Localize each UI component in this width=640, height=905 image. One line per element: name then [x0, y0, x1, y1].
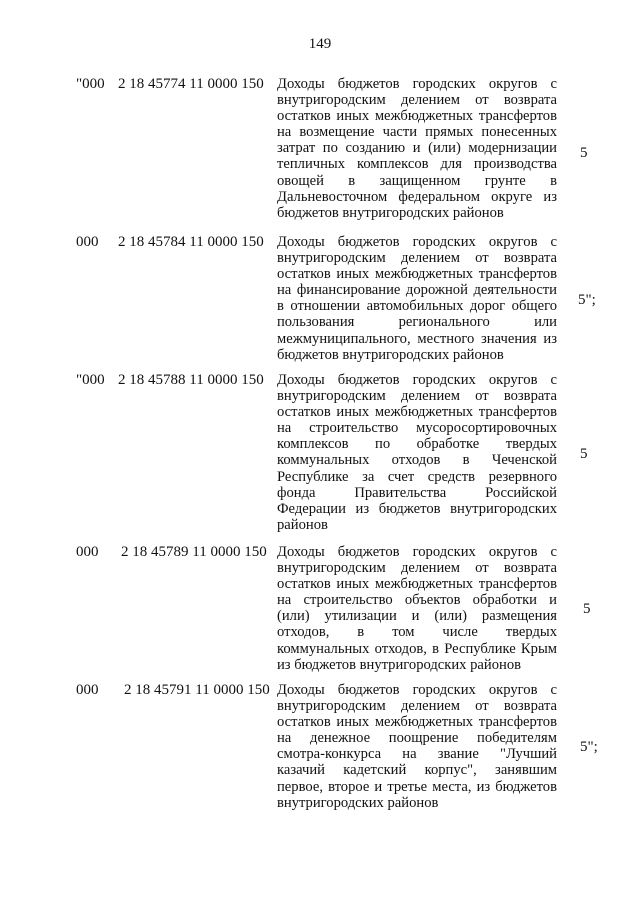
description-line: овощей в защищенном грунте в: [277, 172, 557, 189]
income-description: [277, 544, 557, 673]
description-line: бюджетов внутригородских районов: [277, 346, 504, 363]
description-line: остатков иных межбюджетных трансфертов: [277, 108, 557, 125]
description-line: остатков иных межбюджетных трансфертов: [277, 404, 557, 421]
income-description: [277, 372, 557, 533]
description-line: на строительство объектов обработки и: [277, 592, 557, 609]
description-line: на финансирование дорожной деятельности: [277, 282, 557, 299]
description-line: в отношении автомобильных дорог общего: [277, 298, 557, 315]
description-line: на строительство мусоросортировочных: [277, 420, 557, 437]
budget-classification-code: 2 18 45788 11 0000 150: [118, 372, 264, 388]
description-line: на денежное поощрение победителям: [277, 730, 557, 747]
standard-value: 5";: [580, 739, 598, 755]
description-line: Дальневосточном федеральном округе из: [277, 188, 557, 205]
description-line: коммунальных отходов в Чеченской: [277, 452, 557, 469]
description-line: внутригородским делением от возврата: [277, 388, 557, 405]
standard-value: 5: [580, 145, 588, 161]
budget-classification-code: 2 18 45789 11 0000 150: [121, 544, 267, 560]
standard-value: 5: [583, 601, 591, 617]
budget-classification-code: 2 18 45784 11 0000 150: [118, 234, 264, 250]
description-line: внутригородским делением от возврата: [277, 698, 557, 715]
standard-value: 5";: [578, 292, 596, 308]
description-line: Федерации из бюджетов внутригородских: [277, 500, 557, 517]
page-number: 149: [308, 36, 332, 52]
description-line: Доходы бюджетов городских округов с: [277, 372, 557, 388]
income-description: [277, 682, 557, 811]
income-description: [277, 234, 557, 363]
description-line: внутригородским делением от возврата: [277, 560, 557, 577]
description-line: остатков иных межбюджетных трансфертов: [277, 576, 557, 593]
description-line: внутригородским делением от возврата: [277, 92, 557, 109]
admin-code: 000: [76, 682, 99, 698]
description-line: затрат по созданию и (или) модернизации: [277, 140, 557, 157]
admin-code: 000: [76, 234, 99, 250]
description-line: межмуниципального, местного значения из: [277, 330, 557, 347]
description-line: комплексов по обработке твердых: [277, 436, 557, 453]
description-line: Доходы бюджетов городских округов с: [277, 76, 557, 92]
budget-classification-code: 2 18 45774 11 0000 150: [118, 76, 264, 92]
admin-code: "000: [76, 76, 105, 92]
description-line: пользования регионального или: [277, 314, 557, 331]
description-line: фонда Правительства Российской: [277, 484, 557, 501]
description-line: на возмещение части прямых понесенных: [277, 124, 557, 141]
budget-classification-code: 2 18 45791 11 0000 150: [124, 682, 270, 698]
standard-value: 5: [580, 446, 588, 462]
description-line: из бюджетов внутригородских районов: [277, 656, 522, 673]
description-line: смотра-конкурса на звание "Лучший: [277, 746, 557, 763]
description-line: внутригородских районов: [277, 794, 439, 811]
description-line: Доходы бюджетов городских округов с: [277, 682, 557, 698]
admin-code: "000: [76, 372, 105, 388]
description-line: Доходы бюджетов городских округов с: [277, 234, 557, 250]
description-line: коммунальных отходов, в Республике Крым: [277, 640, 557, 657]
description-line: Доходы бюджетов городских округов с: [277, 544, 557, 560]
description-line: Республике за счет средств резервного: [277, 468, 557, 485]
description-line: (или) утилизации и (или) размещения: [277, 608, 557, 625]
description-line: районов: [277, 516, 328, 533]
description-line: первое, второе и третье места, из бюджетов: [277, 778, 557, 795]
description-line: тепличных комплексов для производства: [277, 156, 557, 173]
description-line: бюджетов внутригородских районов: [277, 204, 504, 221]
description-line: остатков иных межбюджетных трансфертов: [277, 714, 557, 731]
description-line: отходов, в том числе твердых: [277, 624, 557, 641]
description-line: казачий кадетский корпус", занявшим: [277, 762, 557, 779]
description-line: внутригородским делением от возврата: [277, 250, 557, 267]
description-line: остатков иных межбюджетных трансфертов: [277, 266, 557, 283]
admin-code: 000: [76, 544, 99, 560]
income-description: [277, 76, 557, 221]
